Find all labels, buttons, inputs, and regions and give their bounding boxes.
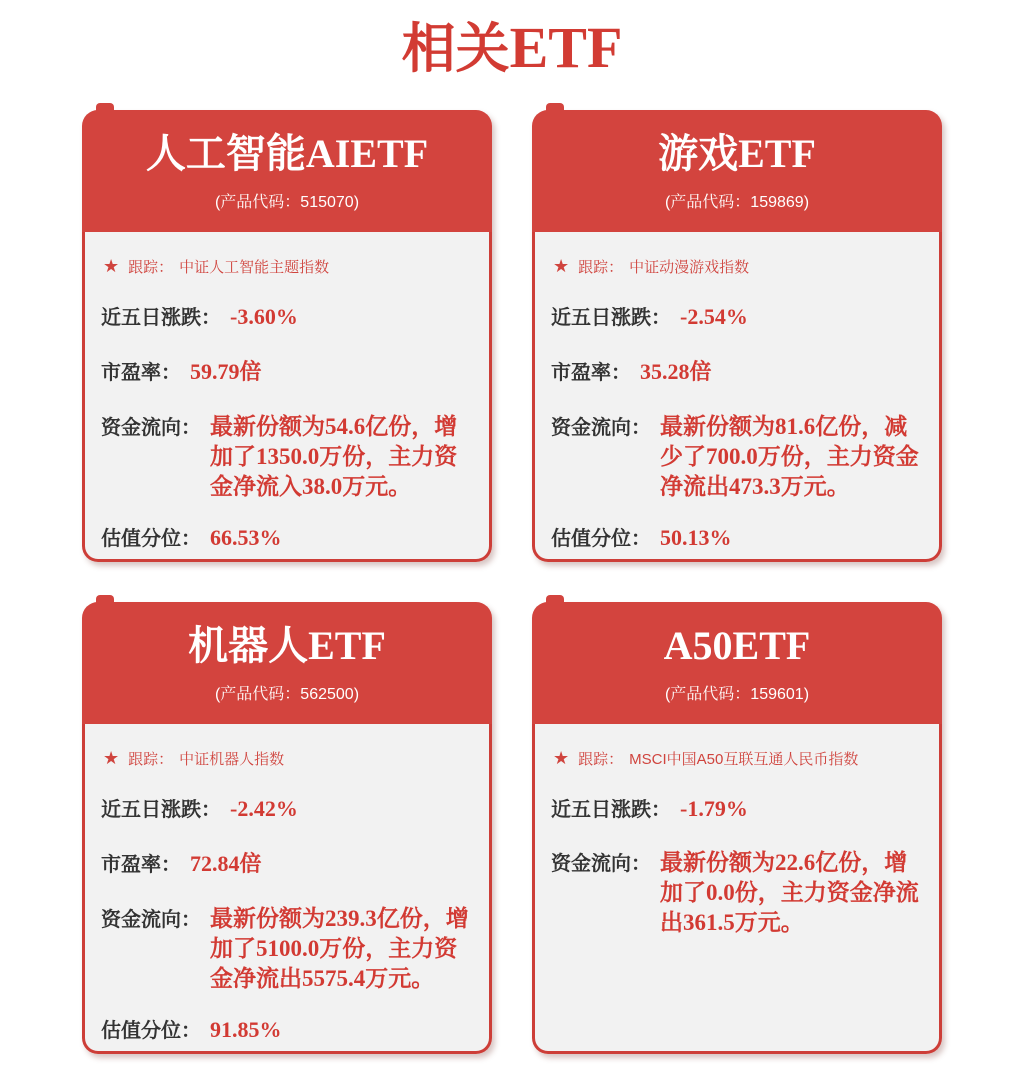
card-header: [82, 110, 492, 232]
tracking-label: 跟踪：: [128, 750, 174, 768]
tracking-row: [553, 256, 921, 277]
flow-label: 资金流向：: [101, 908, 201, 931]
flow-value: 最新份额为54.6亿份，增加了1350.0万份，主力资金净流入38.0万元。: [210, 413, 458, 499]
pe-value: 72.84倍: [190, 850, 262, 876]
pe-row: [101, 847, 471, 878]
tracking-index-name: 中证机器人指数: [179, 750, 285, 768]
etf-title-en: AIETF: [305, 130, 429, 176]
percentile-value: 91.85%: [210, 1016, 282, 1042]
tracking-label: 跟踪：: [578, 258, 624, 276]
star-icon: ★: [103, 255, 120, 276]
tracking-index-name: MSCI中国A50互联互通人民币指数: [629, 750, 859, 768]
change-label: 近五日涨跌：: [551, 798, 671, 821]
change-label: 近五日涨跌：: [101, 306, 221, 329]
etf-title: [145, 130, 429, 176]
flow-label: 资金流向：: [101, 416, 201, 439]
etf-product-code: (产品代码：515070): [214, 193, 360, 211]
percentile-value: 66.53%: [210, 524, 282, 550]
tracking-index-name: 中证动漫游戏指数: [629, 258, 750, 276]
pe-row: [101, 355, 471, 386]
tracking-index-name: 中证人工智能主题指数: [179, 258, 330, 276]
change-label: 近五日涨跌：: [101, 798, 221, 821]
flow-value: 最新份额为81.6亿份，减少了700.0万份，主力资金净流出473.3万元。: [660, 413, 919, 499]
card-header: [532, 602, 942, 724]
page-title: [0, 0, 1024, 80]
card-header: [532, 110, 942, 232]
tracking-row: [103, 256, 471, 277]
etf-product-code: (产品代码：562500): [214, 685, 360, 703]
percentile-value: 50.13%: [660, 524, 732, 550]
change-row: [101, 301, 471, 330]
tracking-label: 跟踪：: [128, 258, 174, 276]
percentile-row: [551, 522, 921, 551]
etf-card-a50: [532, 602, 942, 1054]
tracking-row: [553, 748, 921, 769]
flow-row: [101, 903, 471, 994]
change-value: -2.42%: [230, 795, 298, 821]
pe-value: 35.28倍: [640, 358, 712, 384]
percentile-label: 估值分位：: [101, 1019, 201, 1042]
percentile-label: 估值分位：: [551, 527, 651, 550]
page-title-en: ETF: [509, 15, 623, 80]
star-icon: ★: [553, 747, 570, 768]
etf-title: [188, 622, 386, 668]
etf-title: [658, 130, 816, 176]
etf-title-cn: 人工智能: [145, 131, 306, 176]
etf-product-code: (产品代码：159601): [664, 685, 810, 703]
etf-title-en: ETF: [308, 622, 386, 668]
etf-card-robot: [82, 602, 492, 1054]
percentile-row: [101, 1014, 471, 1043]
etf-card-game: [532, 110, 942, 562]
etf-title-en: A50ETF: [663, 622, 811, 668]
etf-title-cn: 游戏: [658, 131, 739, 176]
flow-value: 最新份额为22.6亿份，增加了0.0份，主力资金净流出361.5万元。: [660, 849, 919, 935]
card-body: [82, 724, 492, 1054]
card-body: [532, 724, 942, 1054]
flow-row: [551, 411, 921, 502]
etf-title-en: ETF: [738, 130, 816, 176]
etf-product-code: (产品代码：159869): [664, 193, 810, 211]
pe-label: 市盈率：: [101, 853, 181, 876]
change-row: [551, 793, 921, 822]
card-header: [82, 602, 492, 724]
etf-title: [663, 622, 811, 668]
etf-title-cn: 机器人: [188, 623, 309, 668]
card-body: [82, 232, 492, 562]
percentile-label: 估值分位：: [101, 527, 201, 550]
star-icon: ★: [103, 747, 120, 768]
change-row: [101, 793, 471, 822]
etf-card-grid: [82, 110, 942, 1054]
etf-card-aietf: [82, 110, 492, 562]
pe-row: [551, 355, 921, 386]
change-value: -1.79%: [680, 795, 748, 821]
change-row: [551, 301, 921, 330]
change-value: -2.54%: [680, 303, 748, 329]
flow-value: 最新份额为239.3亿份，增加了5100.0万份，主力资金净流出5575.4万元。: [210, 905, 469, 991]
pe-label: 市盈率：: [101, 361, 181, 384]
pe-label: 市盈率：: [551, 361, 631, 384]
change-value: -3.60%: [230, 303, 298, 329]
flow-row: [101, 411, 471, 502]
pe-value: 59.79倍: [190, 358, 262, 384]
change-label: 近五日涨跌：: [551, 306, 671, 329]
tracking-row: [103, 748, 471, 769]
tracking-label: 跟踪：: [578, 750, 624, 768]
page-title-cn: 相关: [401, 19, 510, 79]
star-icon: ★: [553, 255, 570, 276]
flow-row: [551, 847, 921, 938]
card-body: [532, 232, 942, 562]
percentile-row: [101, 522, 471, 551]
flow-label: 资金流向：: [551, 852, 651, 875]
flow-label: 资金流向：: [551, 416, 651, 439]
